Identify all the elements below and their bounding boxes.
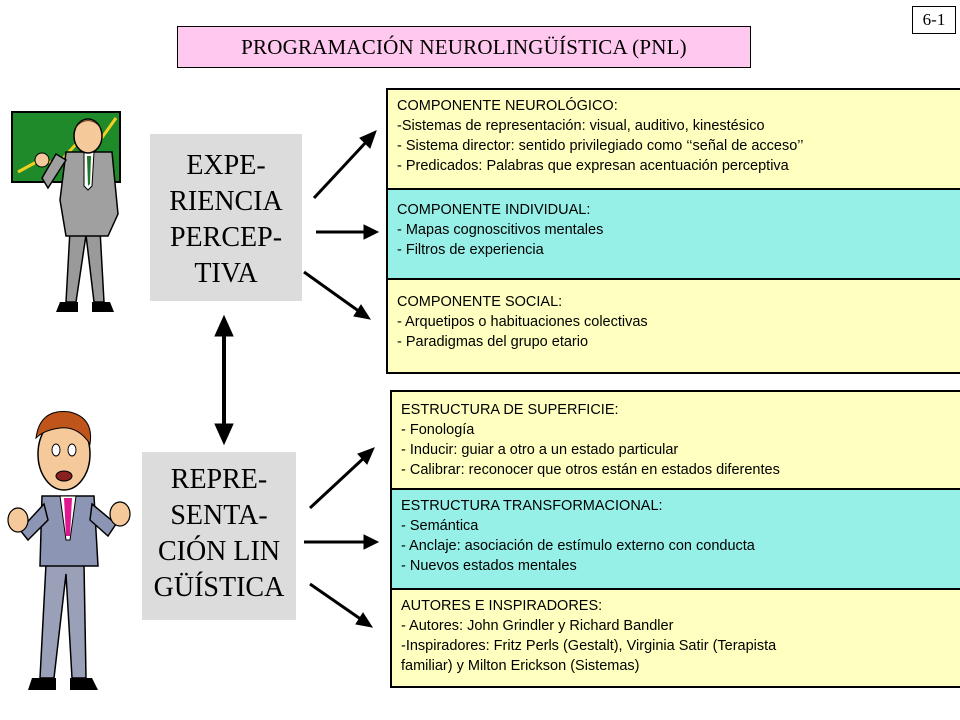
panel-line: - Predicados: Palabras que expresan acentuación perceptiva <box>397 158 789 174</box>
box-line: SENTA- <box>170 500 268 531</box>
panel-line: - Sistema director: sentido privilegiado como ‘‘señal de acceso’’ <box>397 138 804 154</box>
experiencia-perceptiva-box <box>150 134 302 301</box>
panel-line: - Nuevos estados mentales <box>401 558 577 574</box>
panel-line: AUTORES E INSPIRADORES: <box>401 598 603 614</box>
panel-line: - Arquetipos o habituaciones colectivas <box>397 314 648 330</box>
box-line: EXPE- <box>186 150 266 181</box>
presenter-clipart-icon <box>12 112 120 312</box>
panel-componente-individual <box>386 188 960 280</box>
panel-line: familiar) y Milton Erickson (Sistemas) <box>401 658 640 674</box>
worried-man-clipart-icon <box>8 412 130 690</box>
panel-line: - Anclaje: asociación de estímulo externo con conducta <box>401 538 755 554</box>
arrows-bottom-icon <box>304 448 378 627</box>
box-line: TIVA <box>194 258 258 289</box>
panel-line: - Mapas cognoscitivos mentales <box>397 222 604 238</box>
panel-line: - Autores: John Grindler y Richard Bandler <box>401 618 674 634</box>
panel-line: - Paradigmas del grupo etario <box>397 334 589 350</box>
box-line: CIÓN LIN <box>157 536 281 567</box>
panel-line: - Semántica <box>401 518 479 534</box>
panel-componente-social <box>386 278 960 374</box>
panel-line: -Sistemas de representación: visual, auditivo, kinestésico <box>397 118 765 134</box>
box-line: RIENCIA <box>169 186 283 217</box>
panel-estructura-superficie <box>390 390 960 490</box>
representacion-linguistica-box <box>142 452 296 620</box>
panel-autores-inspiradores <box>390 588 960 688</box>
page-number: 6-1 <box>912 6 956 34</box>
arrows-top-icon <box>304 131 378 319</box>
box-line: PERCEP- <box>169 222 283 253</box>
panel-componente-neurologico <box>386 88 960 190</box>
box-line: GÜÍSTICA <box>153 572 285 603</box>
panel-line: - Filtros de experiencia <box>397 242 544 258</box>
panel-line: -Inspiradores: Fritz Perls (Gestalt), Virginia Satir (Terapista <box>401 638 777 654</box>
panel-line: COMPONENTE NEUROLÓGICO: <box>397 98 618 114</box>
panel-line: - Fonología <box>401 422 475 438</box>
panel-line: COMPONENTE SOCIAL: <box>397 294 563 310</box>
panel-line: - Inducir: guiar a otro a un estado particular <box>401 442 679 458</box>
page-title: PROGRAMACIÓN NEUROLINGÜÍSTICA (PNL) <box>177 26 751 68</box>
panel-line: - Calibrar: reconocer que otros están en estados diferentes <box>401 462 780 478</box>
box-line: REPRE- <box>170 464 268 495</box>
panel-estructura-transformacional <box>390 488 960 590</box>
panel-line: ESTRUCTURA DE SUPERFICIE: <box>401 402 619 418</box>
panel-line: ESTRUCTURA TRANSFORMACIONAL: <box>401 498 663 514</box>
double-arrow-icon <box>215 316 233 444</box>
panel-line: COMPONENTE INDIVIDUAL: <box>397 202 591 218</box>
